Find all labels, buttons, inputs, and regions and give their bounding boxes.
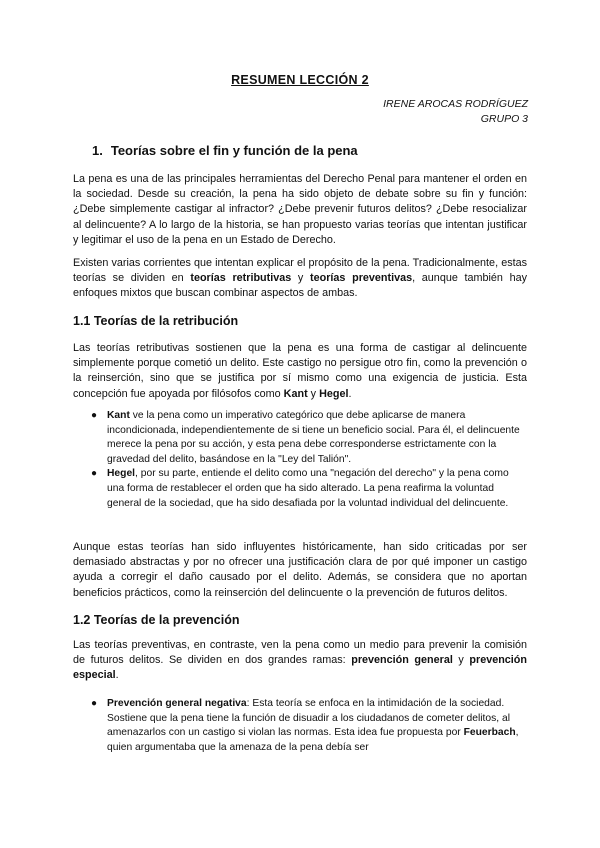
bold-term: Feuerbach bbox=[463, 727, 516, 739]
bold-term: Kant bbox=[107, 410, 130, 421]
text-run: , quien argumentaba que la amenaza de la pena debía ser bbox=[107, 727, 519, 753]
section-1-1-paragraph-2: Aunque estas teorías han sido influyentes históricamente, han sido criticadas por ser demasiado abstractas y por no ofrecer una justificación clara de por qué imponer un castigo ayuda a corregir el daño causado por el delito. Además, se considera que no aportan beneficios prácticos, como la reinserción del delincuente o la prevención de futuros delitos. bbox=[73, 541, 527, 599]
section-1-2-heading: 1.2 Teorías de la prevención bbox=[73, 613, 240, 627]
section-1-2-bullet-list bbox=[91, 697, 521, 755]
text-run: Las teorías retributivas sostienen que la pena es una forma de castigar al delincuente simplemente porque cometió un delito. Este castigo no persigue otro fin, como la prevención o la reinserción, sino que se justifica por sí mismo como una exigencia de justicia. Esta concepción fue apoyada por filósofos como bbox=[73, 342, 527, 400]
bullet-icon: ● bbox=[91, 698, 98, 709]
document-title: RESUMEN LECCIÓN 2 bbox=[231, 73, 369, 87]
bold-term: Prevención general negativa bbox=[107, 698, 247, 709]
text-run: Existen varias corrientes que intentan explicar el propósito de la pena. Tradicionalmente, estas teorías se dividen en bbox=[73, 257, 527, 285]
section-1-2-paragraph-1 bbox=[73, 638, 527, 684]
list-item bbox=[91, 409, 521, 467]
bold-term: Hegel bbox=[107, 468, 136, 480]
section-1-number: 1. bbox=[92, 143, 103, 158]
bullet-icon: ● bbox=[91, 468, 98, 480]
section-1-paragraph-2 bbox=[73, 256, 527, 302]
bold-term: teorías preventivas bbox=[310, 272, 413, 285]
text-run: Las teorías preventivas, en contraste, ven la pena como un medio para prevenir la comisión de futuros delitos. Se dividen en dos grandes ramas: bbox=[73, 639, 527, 667]
list-item bbox=[91, 467, 521, 511]
text-run: ve la pena como un imperativo categórico que debe aplicarse de manera incondicionada, independientemente de si tiene un beneficio social. Para él, el delincuente merece la pena por su acción, y esta pena debe corresponderse estrictamente con la gravedad del delito, basándose en la "Ley del Talión". bbox=[107, 410, 520, 465]
text-run: , aunque también hay enfoques mixtos que buscan combinar aspectos de ambas. bbox=[73, 272, 528, 300]
bold-term: teorías retributivas bbox=[190, 272, 292, 285]
text-run: y bbox=[452, 654, 470, 667]
text-run: . bbox=[115, 669, 119, 682]
author-name: IRENE AROCAS RODRÍGUEZ bbox=[383, 98, 528, 110]
section-1-heading-text: Teorías sobre el fin y función de la pena bbox=[110, 143, 358, 158]
section-1-1-paragraph-1 bbox=[73, 341, 527, 402]
bold-term: prevención especial bbox=[73, 654, 527, 682]
section-1-paragraph-1: La pena es una de las principales herramientas del Derecho Penal para mantener el orden en la sociedad. Desde su creación, la pena ha sido objeto de debate sobre su fin y función: ¿Debe simplemente castigar al infractor? ¿Debe prevenir futuros delitos? ¿Debe resocializar al delincuente? A lo largo de la historia, se han propuesto varias teorías que intentan justificar y legitimar el uso de la pena en un Estado de Derecho. bbox=[73, 173, 527, 246]
list-item bbox=[91, 697, 521, 755]
bold-term: prevención general bbox=[351, 654, 453, 667]
author-group: GRUPO 3 bbox=[480, 113, 528, 125]
section-1-heading bbox=[92, 143, 358, 158]
text-run: y bbox=[291, 272, 311, 285]
bold-term: Hegel bbox=[319, 387, 349, 400]
bullet-icon: ● bbox=[91, 410, 98, 421]
bold-term: Kant bbox=[283, 387, 308, 400]
text-run: , por su parte, entiende el delito como una "negación del derecho" y la pena como una forma de restablecer el orden que ha sido alterado. La pena reafirma la voluntad general de la sociedad, que ha sido desafiada por la voluntad individual del delincuente. bbox=[107, 468, 509, 509]
text-run: . bbox=[348, 387, 352, 400]
text-run: : Esta teoría se enfoca en la intimidación de la sociedad. Sostiene que la pena tiene la función de disuadir a los ciudadanos de cometer delitos, al amenazarlos con un castigo si violan las normas. Esta idea fue propuesta por bbox=[107, 698, 510, 739]
section-1-1-bullet-list bbox=[91, 409, 521, 511]
text-run: y bbox=[307, 387, 320, 400]
section-1-1-heading: 1.1 Teorías de la retribución bbox=[73, 314, 239, 328]
